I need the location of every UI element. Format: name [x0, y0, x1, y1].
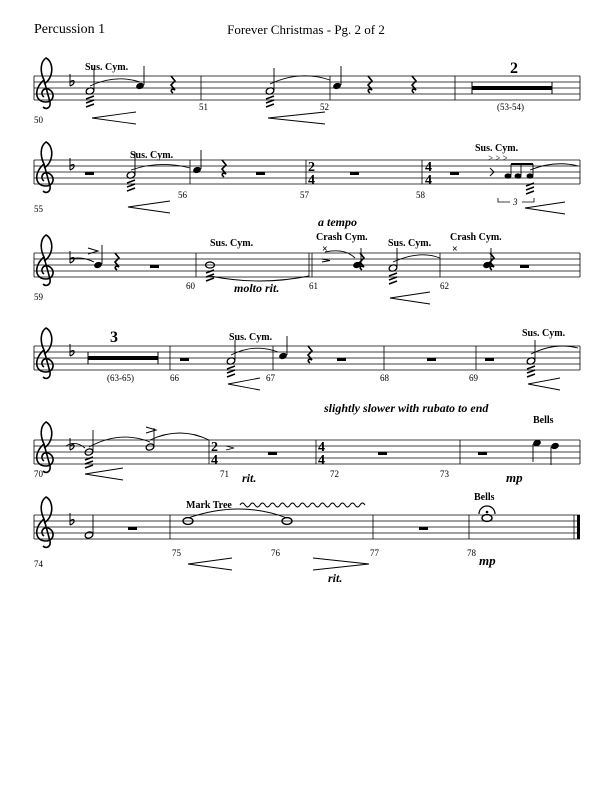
decrescendo-hairpin [313, 558, 369, 570]
instrument-label: Bells [474, 492, 495, 503]
measure-number: 58 [416, 190, 425, 200]
measure-number: 74 [34, 559, 43, 569]
measure-number: 70 [34, 469, 43, 479]
page-title: Forever Christmas - Pg. 2 of 2 [227, 22, 385, 37]
instrument-label: Sus. Cym. [130, 150, 174, 161]
tempo-mark: a tempo [318, 215, 357, 229]
time-signature: 2 [308, 160, 315, 175]
time-signature: 4 [318, 440, 325, 455]
time-signature: 4 [425, 160, 432, 175]
measure-number: 71 [220, 469, 229, 479]
measure-number: 59 [34, 292, 43, 302]
measure-number: 76 [271, 548, 280, 558]
system-5 [34, 401, 580, 485]
multirest-range: (63-65) [107, 373, 134, 383]
multirest-range: (53-54) [497, 102, 524, 112]
instrument-label: Sus. Cym. [85, 62, 129, 73]
multirest-count: 2 [510, 60, 518, 77]
dynamic-mark: mp [506, 470, 523, 485]
part-name: Percussion 1 [34, 22, 106, 37]
measure-number: 51 [199, 102, 208, 112]
measure-number: 77 [370, 548, 379, 558]
instrument-label: Crash Cym. [316, 232, 368, 243]
svg-text:×: × [322, 244, 328, 255]
tempo-mark: molto rit. [234, 281, 280, 295]
multirest-count: 3 [110, 329, 118, 346]
instrument-label: Sus. Cym. [210, 238, 254, 249]
crescendo-hairpin [92, 112, 136, 124]
measure-number: 55 [34, 204, 43, 214]
svg-text:> > >: > > > [488, 153, 508, 163]
measure-number: 69 [469, 373, 478, 383]
tempo-mark: slightly slower with rubato to end [324, 401, 489, 415]
measure-number: 75 [172, 548, 181, 558]
final-barline [577, 515, 580, 539]
time-signature: 4 [318, 453, 325, 468]
treble-clef-icon [37, 58, 53, 108]
system-3 [34, 215, 580, 304]
triplet-label: 3 [513, 197, 518, 207]
time-signature: 2 [211, 440, 218, 455]
instrument-label: Sus. Cym. [522, 328, 566, 339]
instrument-label: Sus. Cym. [475, 143, 519, 154]
measure-number: 72 [330, 469, 339, 479]
measure-number: 61 [309, 281, 318, 291]
measure-number: 52 [320, 102, 329, 112]
measure-number: 50 [34, 115, 43, 125]
measure-number: 78 [467, 548, 476, 558]
tempo-mark: rit. [242, 471, 257, 485]
trill-line [240, 503, 365, 507]
instrument-label: Mark Tree [186, 500, 232, 511]
instrument-label: Sus. Cym. [388, 238, 432, 249]
instrument-label: Crash Cym. [450, 232, 502, 243]
measure-number: 56 [178, 190, 187, 200]
measure-number: 68 [380, 373, 389, 383]
measure-number: 73 [440, 469, 449, 479]
measure-number: 67 [266, 373, 275, 383]
tempo-mark: rit. [328, 571, 343, 585]
measure-number: 62 [440, 281, 449, 291]
instrument-label: Sus. Cym. [229, 332, 273, 343]
system-4 [34, 328, 580, 390]
time-signature: 4 [308, 173, 315, 188]
crescendo-hairpin [268, 112, 325, 124]
svg-text:×: × [452, 244, 458, 255]
instrument-label: Bells [533, 415, 554, 426]
system-2 [34, 142, 580, 214]
time-signature: 4 [425, 173, 432, 188]
system-6 [34, 492, 580, 585]
dynamic-mark: mp [479, 553, 496, 568]
measure-number: 57 [300, 190, 309, 200]
system-1 [34, 58, 580, 125]
measure-number: 60 [186, 281, 195, 291]
measure-number: 66 [170, 373, 179, 383]
time-signature: 4 [211, 453, 218, 468]
